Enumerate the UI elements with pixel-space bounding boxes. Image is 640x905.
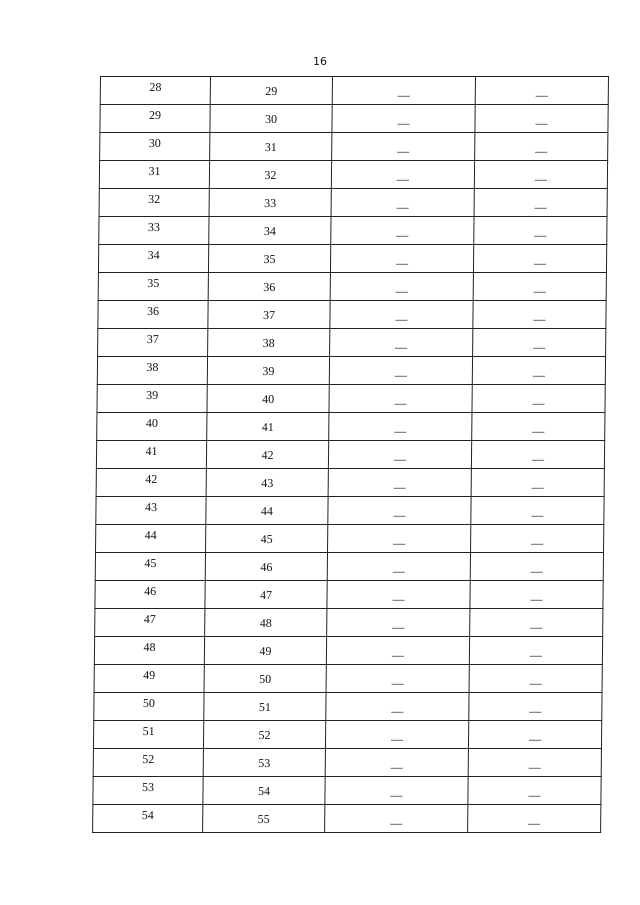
dash-mark: —: [395, 256, 409, 270]
row-number-cell: [98, 245, 208, 273]
cell-value: 45: [260, 532, 273, 546]
table-row: [99, 217, 607, 245]
dash-cell: [473, 273, 606, 301]
dash-cell: [328, 497, 471, 525]
next-number-cell: [206, 497, 328, 525]
cell-value: 50: [142, 696, 156, 710]
next-number-cell: [209, 161, 331, 189]
dash-mark: —: [393, 480, 406, 494]
next-number-cell: [205, 553, 327, 581]
table-row: [100, 77, 608, 105]
dash-cell: [331, 217, 474, 245]
cell-value: 44: [144, 528, 157, 542]
table-row: [95, 581, 603, 609]
dash-mark: —: [528, 788, 541, 802]
cell-value: 48: [259, 616, 272, 630]
dash-mark: —: [529, 648, 543, 662]
dash-mark: —: [394, 368, 407, 382]
dash-cell: [325, 749, 468, 777]
dash-mark: —: [390, 788, 403, 802]
table-row: [97, 357, 605, 385]
next-number-cell: [205, 581, 327, 609]
cell-value: 53: [141, 780, 155, 794]
row-number-cell: [99, 189, 209, 217]
cell-value: 42: [145, 472, 158, 486]
cell-value: 46: [144, 584, 157, 598]
dash-cell: [475, 133, 608, 161]
table-row: [99, 189, 607, 217]
dash-cell: [331, 161, 474, 189]
next-number-cell: [203, 749, 325, 777]
dash-cell: [327, 609, 470, 637]
table-row: [93, 721, 601, 749]
next-number-cell: [208, 301, 330, 329]
dash-cell: [471, 441, 604, 469]
table-row: [100, 105, 608, 133]
row-number-cell: [97, 413, 207, 441]
cell-value: 51: [142, 724, 155, 738]
row-number-cell: [98, 273, 208, 301]
dash-mark: —: [394, 424, 407, 438]
dash-mark: —: [531, 480, 544, 494]
cell-value: 40: [145, 416, 158, 430]
dash-cell: [474, 217, 607, 245]
cell-value: 38: [262, 336, 275, 350]
row-number-cell: [94, 637, 204, 665]
dash-cell: [470, 581, 603, 609]
cell-value: 35: [147, 276, 160, 290]
dash-cell: [331, 189, 474, 217]
dash-mark: —: [392, 620, 405, 634]
cell-value: 52: [142, 752, 155, 766]
cell-value: 49: [143, 668, 156, 682]
cell-value: 51: [258, 700, 271, 714]
next-number-cell: [206, 469, 328, 497]
table-row: [98, 245, 606, 273]
row-number-cell: [97, 357, 207, 385]
cell-value: 50: [259, 672, 272, 686]
cell-value: 32: [148, 192, 161, 206]
dash-cell: [330, 245, 473, 273]
dash-mark: —: [530, 592, 543, 606]
dash-cell: [473, 245, 606, 273]
next-number-cell: [209, 217, 331, 245]
dash-mark: —: [397, 144, 410, 158]
dash-mark: —: [394, 396, 407, 410]
cell-value: 54: [141, 808, 154, 822]
cell-value: 52: [258, 728, 271, 742]
dash-cell: [468, 777, 601, 805]
table-row: [93, 749, 601, 777]
dash-mark: —: [532, 396, 545, 410]
table-row: [96, 525, 604, 553]
dash-mark: —: [390, 760, 403, 774]
row-number-cell: [100, 133, 210, 161]
row-number-cell: [93, 749, 203, 777]
dash-cell: [475, 105, 608, 133]
table-row: [96, 497, 604, 525]
dash-mark: —: [393, 536, 406, 550]
dash-mark: —: [531, 452, 545, 466]
row-number-cell: [93, 721, 203, 749]
next-number-cell: [203, 777, 325, 805]
dash-mark: —: [393, 508, 406, 522]
dash-mark: —: [396, 200, 409, 214]
dash-cell: [470, 609, 603, 637]
dash-mark: —: [531, 536, 544, 550]
next-number-cell: [204, 693, 326, 721]
table-row: [98, 301, 606, 329]
next-number-cell: [207, 413, 329, 441]
table-row: [95, 553, 603, 581]
dash-cell: [328, 525, 471, 553]
row-number-cell: [94, 665, 204, 693]
table-row: [100, 133, 608, 161]
dash-mark: —: [392, 592, 405, 606]
dash-cell: [329, 357, 472, 385]
cell-value: 32: [264, 168, 277, 182]
cell-value: 38: [146, 360, 159, 374]
cell-value: 36: [263, 280, 276, 294]
dash-mark: —: [533, 340, 546, 354]
dash-mark: —: [396, 228, 409, 242]
dash-cell: [472, 413, 605, 441]
table-row: [95, 609, 603, 637]
row-number-cell: [100, 105, 210, 133]
dash-cell: [471, 525, 604, 553]
dash-cell: [469, 693, 602, 721]
cell-value: 31: [264, 140, 277, 154]
dash-cell: [468, 805, 601, 833]
dash-cell: [469, 665, 602, 693]
next-number-cell: [208, 329, 330, 357]
dash-cell: [325, 805, 468, 833]
dash-cell: [330, 301, 473, 329]
dash-mark: —: [392, 564, 405, 578]
dash-mark: —: [533, 312, 546, 326]
cell-value: 41: [145, 444, 158, 458]
cell-value: 33: [264, 196, 277, 210]
dash-mark: —: [390, 816, 403, 830]
dash-mark: —: [529, 676, 542, 690]
cell-value: 34: [263, 224, 276, 238]
page-number: 16: [313, 55, 327, 68]
dash-mark: —: [395, 340, 408, 354]
next-number-cell: [204, 665, 326, 693]
dash-cell: [468, 749, 601, 777]
next-number-cell: [206, 441, 328, 469]
dash-cell: [326, 693, 469, 721]
table-row: [94, 665, 602, 693]
next-number-cell: [206, 525, 328, 553]
cell-value: 47: [259, 588, 273, 602]
row-number-cell: [99, 217, 209, 245]
cell-value: 30: [148, 136, 161, 150]
dash-cell: [326, 665, 469, 693]
dash-mark: —: [528, 732, 542, 746]
table-row: [98, 273, 606, 301]
cell-value: 34: [147, 248, 160, 262]
cell-value: 46: [260, 560, 273, 574]
cell-value: 30: [264, 112, 278, 126]
cell-value: 54: [257, 784, 271, 798]
dash-mark: —: [533, 256, 547, 270]
cell-value: 36: [146, 304, 160, 318]
dash-cell: [327, 553, 470, 581]
cell-value: 42: [261, 448, 274, 462]
row-number-cell: [99, 161, 209, 189]
dash-mark: —: [390, 732, 404, 746]
dash-mark: —: [396, 172, 409, 186]
table-row: [93, 805, 601, 833]
dash-mark: —: [533, 284, 546, 298]
row-number-cell: [96, 525, 206, 553]
dash-mark: —: [535, 88, 548, 102]
dash-cell: [330, 273, 473, 301]
dash-mark: —: [534, 172, 547, 186]
dash-mark: —: [530, 564, 543, 578]
table-row: [96, 441, 604, 469]
cell-value: 35: [263, 252, 276, 266]
cell-value: 41: [261, 420, 274, 434]
dash-cell: [328, 441, 471, 469]
dash-cell: [332, 133, 475, 161]
dash-mark: —: [535, 144, 548, 158]
table-row: [98, 329, 606, 357]
cell-value: 39: [262, 364, 275, 378]
dash-cell: [471, 469, 604, 497]
dash-cell: [325, 777, 468, 805]
row-number-cell: [95, 553, 205, 581]
dash-mark: —: [530, 620, 543, 634]
cell-value: 29: [149, 108, 162, 122]
dash-mark: —: [395, 312, 408, 326]
row-number-cell: [97, 385, 207, 413]
table-row: [97, 413, 605, 441]
next-number-cell: [208, 245, 330, 273]
row-number-cell: [96, 469, 206, 497]
dash-mark: —: [397, 116, 410, 130]
table-row: [94, 637, 602, 665]
row-number-cell: [96, 497, 206, 525]
dash-cell: [470, 553, 603, 581]
next-number-cell: [207, 385, 329, 413]
table-body: [93, 77, 609, 833]
cell-value: 28: [149, 80, 162, 94]
dash-mark: —: [534, 228, 547, 242]
cell-value: 55: [257, 812, 270, 826]
dash-cell: [328, 469, 471, 497]
dash-cell: [329, 385, 472, 413]
cell-value: 44: [260, 504, 274, 518]
row-number-cell: [98, 301, 208, 329]
cell-value: 48: [143, 640, 156, 654]
cell-value: 43: [261, 476, 274, 490]
cell-value: 31: [148, 164, 161, 178]
dash-mark: —: [397, 88, 410, 102]
table-row: [94, 693, 602, 721]
row-number-cell: [100, 77, 210, 105]
table-row: [99, 161, 607, 189]
next-number-cell: [210, 105, 332, 133]
cell-value: 47: [143, 612, 156, 626]
dash-mark: —: [391, 704, 404, 718]
dash-cell: [326, 637, 469, 665]
next-number-cell: [204, 637, 326, 665]
dash-mark: —: [391, 676, 404, 690]
dash-mark: —: [531, 508, 544, 522]
next-number-cell: [203, 805, 325, 833]
row-number-cell: [95, 581, 205, 609]
next-number-cell: [210, 133, 332, 161]
row-number-cell: [98, 329, 208, 357]
row-number-cell: [94, 693, 204, 721]
dash-cell: [469, 637, 602, 665]
dash-cell: [330, 329, 473, 357]
dash-mark: —: [532, 368, 545, 382]
dash-cell: [474, 161, 607, 189]
dash-cell: [475, 77, 608, 105]
next-number-cell: [207, 357, 329, 385]
table-row: [93, 777, 601, 805]
row-number-cell: [96, 441, 206, 469]
next-number-cell: [208, 273, 330, 301]
table-row: [96, 469, 604, 497]
dash-mark: —: [532, 424, 545, 438]
next-number-cell: [210, 77, 332, 105]
next-number-cell: [203, 721, 325, 749]
dash-cell: [472, 357, 605, 385]
dash-cell: [471, 497, 604, 525]
dash-mark: —: [393, 452, 407, 466]
cell-value: 37: [262, 308, 276, 322]
dash-cell: [332, 77, 475, 105]
dash-cell: [473, 301, 606, 329]
dash-cell: [473, 329, 606, 357]
dash-cell: [472, 385, 605, 413]
dash-mark: —: [528, 816, 541, 830]
dash-cell: [325, 721, 468, 749]
dash-mark: —: [391, 648, 405, 662]
cell-value: 33: [147, 220, 160, 234]
cell-value: 29: [265, 84, 278, 98]
dash-mark: —: [395, 284, 408, 298]
dash-mark: —: [528, 760, 541, 774]
data-table: [92, 76, 609, 833]
cell-value: 53: [258, 756, 271, 770]
dash-cell: [474, 189, 607, 217]
cell-value: 43: [144, 500, 158, 514]
cell-value: 49: [259, 644, 272, 658]
cell-value: 45: [144, 556, 157, 570]
dash-cell: [332, 105, 475, 133]
dash-mark: —: [535, 116, 548, 130]
row-number-cell: [93, 777, 203, 805]
row-number-cell: [95, 609, 205, 637]
dash-cell: [327, 581, 470, 609]
cell-value: 40: [262, 392, 275, 406]
cell-value: 37: [146, 332, 159, 346]
dash-mark: —: [534, 200, 547, 214]
dash-cell: [468, 721, 601, 749]
cell-value: 39: [146, 388, 159, 402]
dash-mark: —: [529, 704, 542, 718]
table-row: [97, 385, 605, 413]
dash-cell: [329, 413, 472, 441]
next-number-cell: [209, 189, 331, 217]
next-number-cell: [205, 609, 327, 637]
row-number-cell: [93, 805, 203, 833]
